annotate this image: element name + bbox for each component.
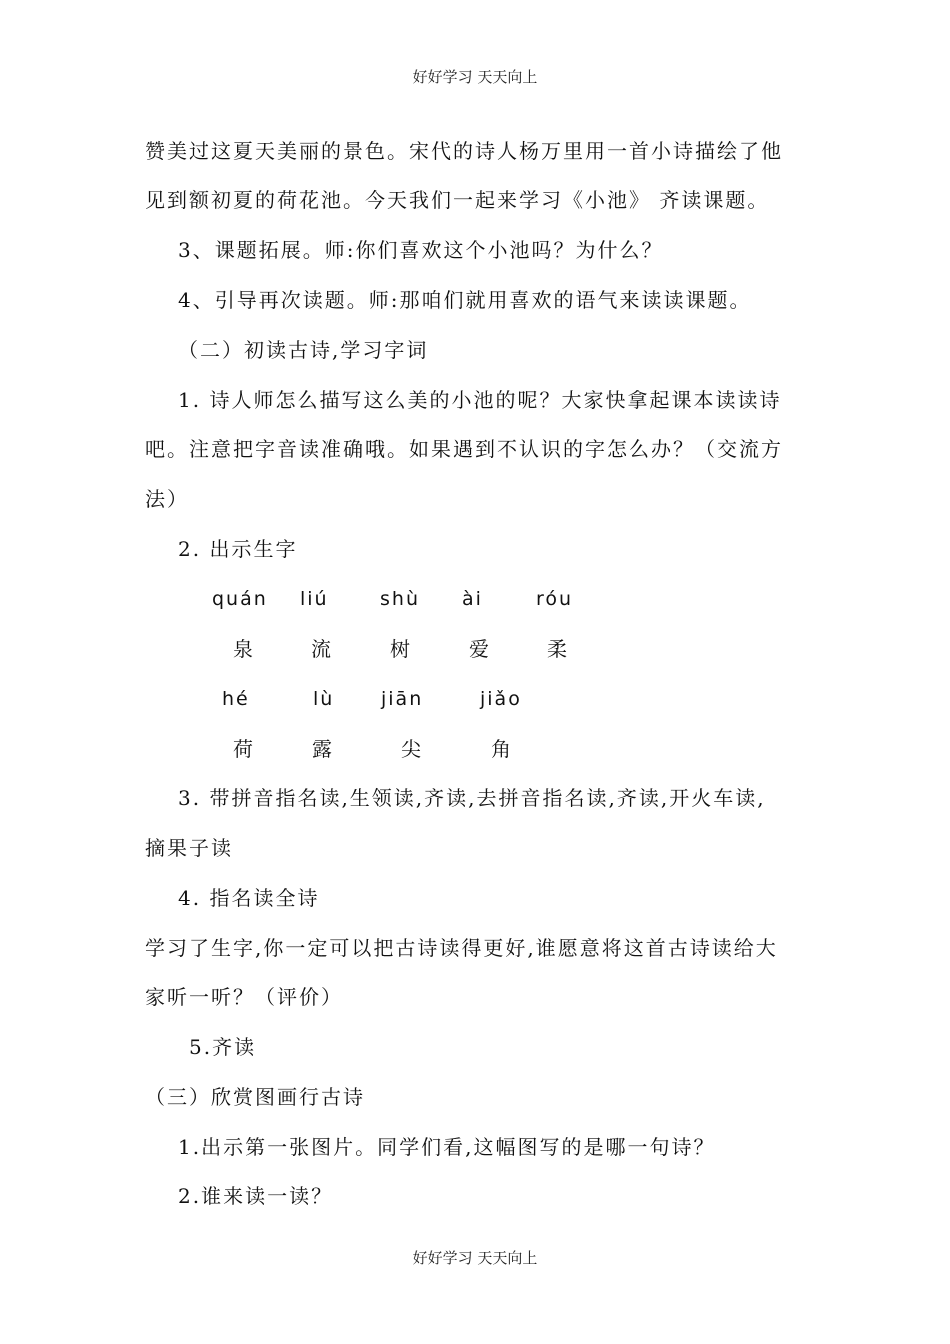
char-quan: 泉 xyxy=(233,637,253,661)
text-line: 1. 诗人师怎么描写这么美的小池的呢？大家快拿起课本读读诗 xyxy=(178,388,782,412)
char-ai: 爱 xyxy=(469,637,489,661)
section-heading: （二）初读古诗,学习字词 xyxy=(178,338,429,362)
pinyin-shu: shù xyxy=(380,588,420,610)
pinyin-lu: lù xyxy=(313,688,335,710)
char-shu: 树 xyxy=(390,637,410,661)
pinyin-quan: quán xyxy=(212,588,268,610)
text-line: 4、引导再次读题。师:那咱们就用喜欢的语气来读读课题。 xyxy=(178,288,752,312)
char-lu: 露 xyxy=(312,737,332,761)
text-line: 4. 指名读全诗 xyxy=(178,886,320,910)
text-line: 吧。注意把字音读准确哦。如果遇到不认识的字怎么办？（交流方 xyxy=(145,437,783,461)
pinyin-he: hé xyxy=(222,688,250,710)
char-rou: 柔 xyxy=(547,637,567,661)
text-line: 法） xyxy=(145,487,189,511)
page-footer: 好好学习 天天向上 xyxy=(412,1249,538,1267)
text-line: 学习了生字,你一定可以把古诗读得更好,谁愿意将这首古诗读给大 xyxy=(145,936,778,960)
text-line: 赞美过这夏天美丽的景色。宋代的诗人杨万里用一首小诗描绘了他 xyxy=(145,139,783,163)
text-line: 摘果子读 xyxy=(145,836,233,860)
char-liu: 流 xyxy=(311,637,331,661)
char-jian: 尖 xyxy=(401,737,421,761)
text-line: 3、课题拓展。师:你们喜欢这个小池吗？为什么？ xyxy=(178,238,664,262)
text-line: 3. 带拼音指名读,生领读,齐读,去拼音指名读,齐读,开火车读, xyxy=(178,786,766,810)
char-jiao: 角 xyxy=(491,737,511,761)
text-line: 2. 出示生字 xyxy=(178,537,298,561)
pinyin-rou: róu xyxy=(536,588,574,610)
text-line: 见到额初夏的荷花池。今天我们一起来学习《小池》 齐读课题。 xyxy=(145,188,770,212)
section-heading: （三）欣赏图画行古诗 xyxy=(145,1085,365,1109)
page-header: 好好学习 天天向上 xyxy=(412,68,538,86)
pinyin-jian: jiān xyxy=(381,688,424,710)
text-line: 5.齐读 xyxy=(189,1035,257,1059)
text-line: 家听一听？（评价） xyxy=(145,985,343,1009)
text-line: 2.谁来读一读？ xyxy=(178,1184,334,1208)
pinyin-liu: liú xyxy=(300,588,329,610)
pinyin-jiao: jiǎo xyxy=(480,688,522,710)
pinyin-ai: ài xyxy=(462,588,483,610)
char-he: 荷 xyxy=(233,737,253,761)
text-line: 1.出示第一张图片。同学们看,这幅图写的是哪一句诗？ xyxy=(178,1135,716,1159)
